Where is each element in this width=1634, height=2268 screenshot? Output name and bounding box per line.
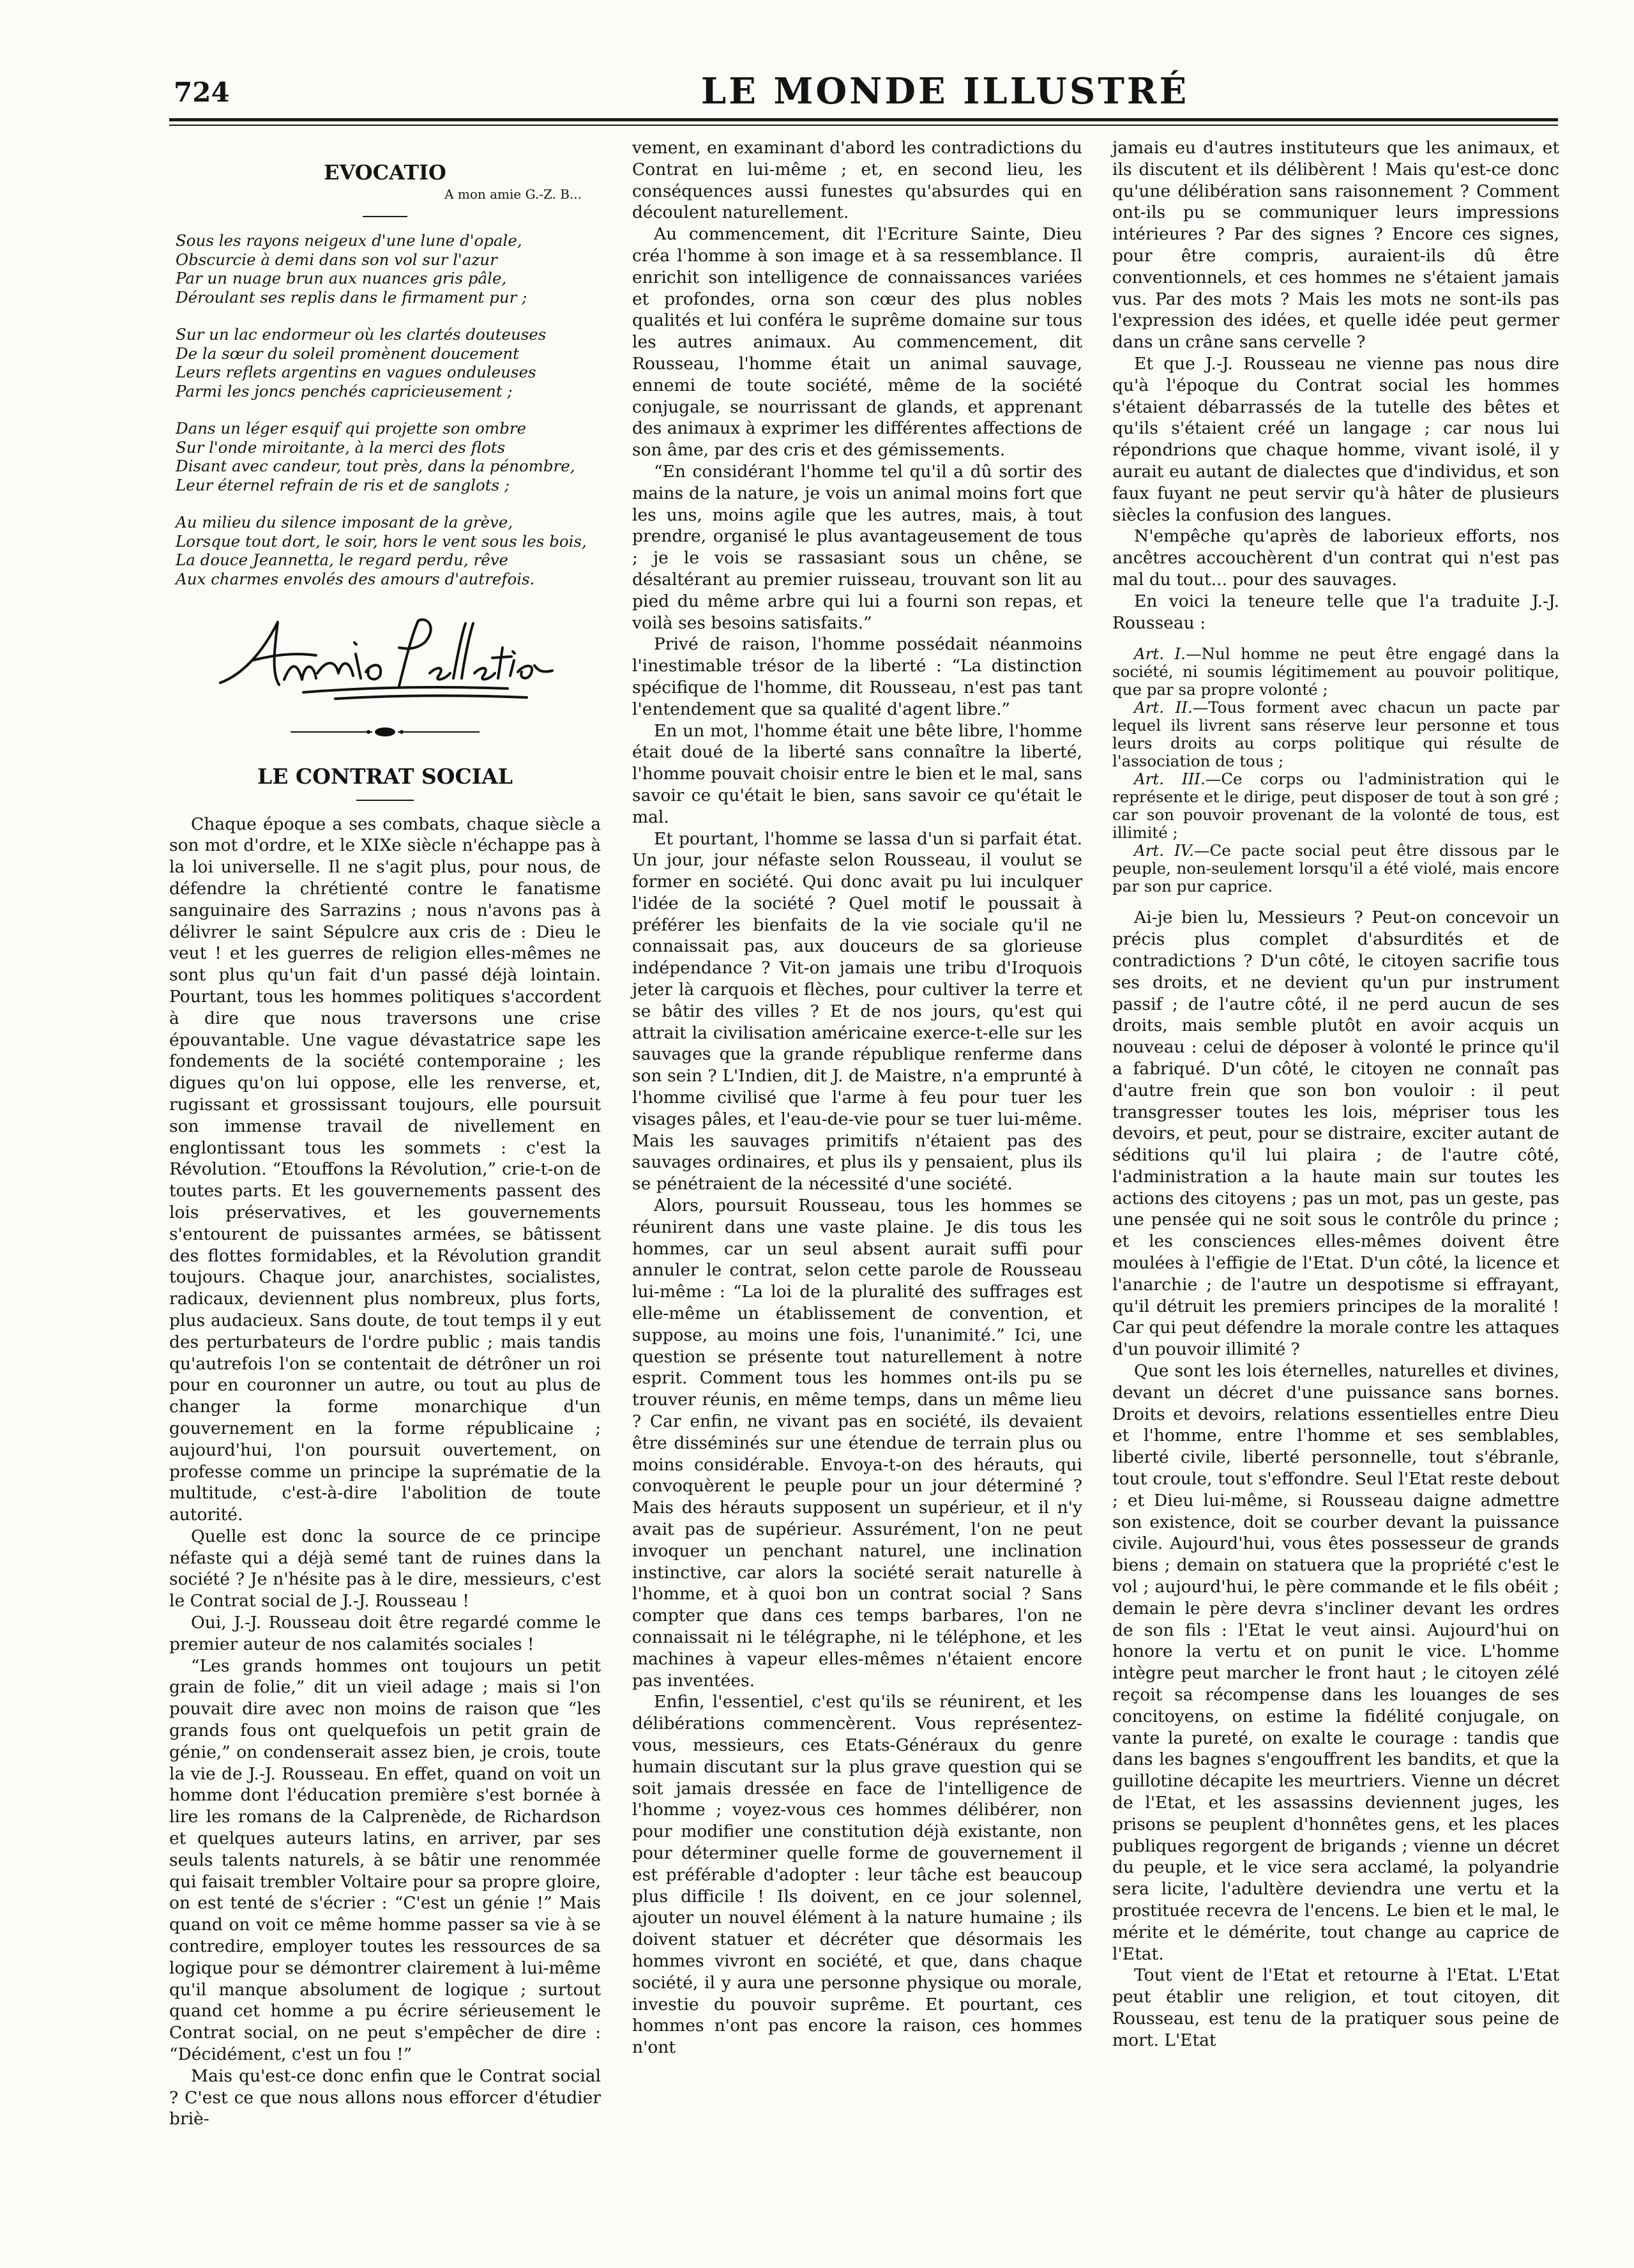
paragraph: Oui, J.-J. Rousseau doit être regardé comme le premier auteur de nos calamités sociales ! [169, 1613, 601, 1654]
poem-line: Sous les rayons neigeux d'une lune d'opale, [176, 231, 522, 250]
journal-title: LE MONDE ILLUSTRÉ [700, 70, 1190, 112]
paragraph: vement, en examinant d'abord les contradictions du Contrat en lui-même ; et, en second lieu, les conséquences aussi funestes qu'absurdes qui en découlent naturellement. [632, 138, 1082, 223]
paragraph: Ai-je bien lu, Messieurs ? Peut-on concevoir un précis plus complet d'absurdités et de contradictions ? D'un côté, le citoyen sacrifie tous ses droits, et ne devient qu'un pur instrument passif ; de l'autre côté, il ne perd aucun de ses droits, mais semble plutôt en avoir acquis un nouveau : celui de déposer à volonté le prince qu'il a fabriqué. D'un côté, le citoyen ne connaît pas d'autre frein que son bon vouloir : il peut transgresser toutes les lois, mépriser tous les devoirs, et peut, pour se distraire, exciter autant de séditions qu'il lui plaira ; de l'autre côté, l'administration a la haute main sur toutes les actions des citoyens ; pas un mot, pas un geste, pas une pensée qui ne soit sous le contrôle du prince ; et les consciences elles-mêmes doivent être moulées à l'effigie de l'Etat. D'un côté, la licence et l'anarchie ; de l'autre un despotisme si effrayant, qu'il détruit les premiers principes de la moralité ! Car qui peut défendre la morale contre les attaques d'un pouvoir illimité ? [1112, 908, 1559, 1360]
poem-body [176, 231, 601, 588]
spacer [1112, 895, 1559, 907]
paragraph: Tout vient de l'Etat et retourne à l'Etat. L'Etat peut établir une religion, et tout citoyen, dit Rousseau, est tenu de la pratiquer sous peine de mort. L'Etat [1112, 1965, 1559, 2050]
poem-line: Sur l'onde miroitante, à la merci des flots [176, 438, 506, 457]
poem-line: Leur éternel refrain de ris et de sanglots ; [176, 475, 510, 494]
poem-stanza [176, 419, 601, 494]
poem-line: La douce Jeannetta, le regard perdu, rêve [176, 551, 509, 569]
poem-line: Dans un léger esquif qui projette son ombre [176, 419, 527, 438]
paragraph: Que sont les lois éternelles, naturelles et divines, devant un décret d'une puissance sans bornes. Droits et devoirs, relations essentielles entre Dieu et l'homme, entre l'homme et ses semblables, liberté civile, liberté personnelle, tout s'ébranle, tout croule, tout s'effondre. Seul l'Etat reste debout ; et Dieu lui-même, si Rousseau daigne admettre son existence, doit se courber devant la puissance civile. Aujourd'hui, vous êtes possesseur de grands biens ; demain on statuera que la propriété c'est le vol ; aujourd'hui, le père commande et le fils obéit ; demain le père devra s'incliner devant les ordres de son fils : l'Etat le veut ainsi. Aujourd'hui on honore la vertu et on punit le vice. L'homme intègre peut marcher le front haut ; le citoyen zélé reçoit sa récompense dans les louanges de ses concitoyens, on estime la fidélité conjugale, on vante la pureté, on exalte le courage : tandis que dans les bagnes s'engouffrent les bandits, et que la guillotine décapite les meurtriers. Vienne un décret de l'Etat, et les assassins deviennent juges, les prisons se peuplent d'honnêtes gens, et les places publiques regorgent de brigands ; vienne un décret du peuple, et le vice sera acclamé, la polyandrie sera licite, l'adultère deviendra une vertu et la prostituée recevra de l'encens. Le bien et le mal, le mérite et le démérite, tout change au caprice de l'Etat. [1112, 1361, 1559, 1964]
poem-line: De la sœur du soleil promènent doucement [176, 344, 519, 363]
contract-article [1112, 699, 1559, 770]
article-text: —Nul homme ne peut être engagé dans la société, ni soumis légitimement au pouvoir politique, que par sa propre volonté ; [1112, 644, 1559, 699]
poem-stanza [176, 325, 601, 400]
paragraph: Chaque époque a ses combats, chaque siècle a son mot d'ordre, et le XIXe siècle n'échappe pas à la loi universelle. Il ne s'agit plus, pour nous, de défendre la chrétienté contre le fanatisme sanguinaire des Sarrazins ; nous n'avons pas à délivrer le saint Sépulcre aux cris de : Dieu le veut ! et les guerres de religion elles-mêmes ne sont plus qu'un fait d'un passé déjà lointain. Pourtant, tous les hommes politiques s'accordent à dire que nous traversons une crise épouvantable. Une vague dévastatrice sape les fondements de la société contemporaine ; les digues qu'on lui oppose, elle les renverse, et, rugissant et grossissant toujours, elle poursuit son immense travail de nivellement en englontissant tous les sommets : c'est la Révolution. “Etouffons la Révolution,” crie-t-on de toutes parts. Et les gouvernements passent des lois préservatives, et les gouvernements s'entourent de puissantes armées, se bâtissent des flottes formidables, et la Révolution grandit toujours. Chaque jour, anarchistes, socialistes, radicaux, deviennent plus nombreux, plus forts, plus audacieux. Sans doute, de tout temps il y eut des perturbateurs de l'ordre public ; mais tandis qu'autrefois l'on se contentait de détrôner un roi pour en couronner un autre, ou tout au plus de changer la forme monarchique d'un gouvernement en la forme républicaine ; aujourd'hui, l'on poursuit ouvertement, on professe comme un principe la suprématie de la multitude, c'est-à-dire l'abolition de toute autorité. [169, 814, 601, 1525]
handwritten-signature [208, 609, 565, 705]
poem-line: Aux charmes envolés des amours d'autrefois. [176, 569, 535, 588]
article-label: Art. III. [1134, 770, 1206, 789]
poem-line: Parmi les joncs penchés capricieusement ; [176, 381, 513, 400]
poem-stanza [176, 231, 601, 307]
spacer [1112, 634, 1559, 645]
poem-line: Au milieu du silence imposant de la grève, [176, 513, 513, 531]
article-label: Art. IV. [1134, 841, 1194, 860]
article-divider [356, 800, 414, 801]
poem-line: Déroulant ses replis dans le firmament pur ; [176, 287, 527, 307]
column-2 [632, 137, 1082, 2059]
poem-title: EVOCATIO [324, 160, 446, 185]
article-text: —Ce corps ou l'administration qui le représente et le dirige, peut disposer de tout à son gré ; car son pouvoir provenant de la volonté de tous, est illimité ; [1112, 770, 1559, 842]
poem-line: Sur un lac endormeur où les clartés douteuses [176, 325, 547, 344]
paragraph: Au commencement, dit l'Ecriture Sainte, Dieu créa l'homme à son image et à sa ressemblance. Il enrichit son intelligence de connaissances variées et profondes, orna son cœur des plus nobles qualités et lui conféra le suprême domaine sur tous les autres animaux. Au commencement, dit Rousseau, l'homme était un animal sauvage, ennemi de toute société, même de la société conjugale, se nourrissant de glands, et apprenant des animaux à exprimer les différentes affections de son âme, par des cris et des gémissements. [632, 224, 1082, 460]
paragraph: N'empêche qu'après de laborieux efforts, nos ancêtres accouchèrent d'un contrat qui n'est pas mal du tout... pour des sauvages. [1112, 526, 1559, 590]
paragraph: jamais eu d'autres instituteurs que les animaux, et ils discutent et ils délibèrent ! Mais qu'est-ce donc qu'une délibération sans raisonnement ? Comment ont-ils pu se communiquer leurs impressions intérieures ? Par des signes ? Encore ces signes, pour être compris, auraient-ils dû être conventionnels, et ces hommes ne s'étaient jamais vus. Par des mots ? Mais les mots ne sont-ils pas l'expression des idées, et quelle idée peut germer dans un crâne sans cervelle ? [1112, 138, 1559, 353]
contract-article [1112, 770, 1559, 842]
poem-line: Obscurcie à demi dans son vol sur l'azur [176, 250, 497, 269]
paragraph: Alors, poursuit Rousseau, tous les hommes se réunirent dans une vaste plaine. Je dis tous les hommes, car un seul absent aurait suffi pour annuler le contrat, selon cette parole de Rousseau lui-même : “La loi de la pluralité des suffrages est elle-même un établissement de convention, et suppose, au moins une fois, l'unanimité.” Ici, une question se présente tout naturellement à notre esprit. Comment tous les hommes ont-ils pu se trouver réunis, en même temps, dans un même lieu ? Car enfin, ne vivant pas en société, ils devaient être disséminés sur une étendue de terrain plus ou moins considérable. Envoya-t-on des hérauts, qui convoquèrent le peuple pour un jour déterminé ? Mais des hérauts supposent un supérieur, et il n'y avait pas de supérieur. Assurément, l'on ne peut invoquer un penchant naturel, une inclination instinctive, car alors la société serait naturelle à l'homme, et à quoi bon un contrat social ? Sans compter que dans ces temps barbares, l'on ne connaissait ni le télégraphe, ni le téléphone, et les machines à vapeur elles-mêmes n'étaient encore pas inventées. [632, 1196, 1082, 1691]
paragraph: Privé de raison, l'homme possédait néanmoins l'inestimable trésor de la liberté : “La distinction spécifique de l'homme, dit Rousseau, n'est pas tant l'entendement que sa qualité d'agent libre.” [632, 634, 1082, 719]
article-label: Art. I. [1134, 644, 1186, 664]
contract-article [1112, 842, 1559, 895]
paragraph: En un mot, l'homme était une bête libre, l'homme était doué de la liberté sans connaître la liberté, l'homme pouvait choisir entre le bien et le mal, sans savoir ce qu'était le bien, sans savoir ce qu'était le mal. [632, 720, 1082, 827]
poem-line: Lorsque tout dort, le soir, hors le vent sous les bois, [176, 531, 587, 551]
column-3 [1112, 137, 1559, 2051]
paragraph: Et que J.-J. Rousseau ne vienne pas nous dire qu'à l'époque du Contrat social les hommes s'étaient débarrassés de la tutelle des bêtes et qu'ils s'étaient créé un langage ; car nous lui répondrions que chaque homme, vivant isolé, il y aurait eu autant de dialectes que d'individus, et son faux fuyant ne peut servir qu'à hâter de plusieurs siècles la confusion des langues. [1112, 353, 1559, 525]
section-ornament [169, 722, 601, 742]
header-rule [169, 118, 1558, 121]
page-number: 724 [174, 77, 230, 108]
column-1 [169, 137, 601, 2130]
article-text: —Ce pacte social peut être dissous par le peuple, non-seulement lorsqu'il a été violé, mais encore par son pur caprice. [1112, 841, 1560, 896]
paragraph: Quelle est donc la source de ce principe néfaste qui a déjà semé tant de ruines dans la société ? Je n'hésite pas à le dire, messieurs, c'est le Contrat social de J.-J. Rousseau ! [169, 1526, 601, 1611]
contract-article [1112, 645, 1559, 699]
paragraph: Enfin, l'essentiel, c'est qu'ils se réunirent, et les délibérations commencèrent. Vous représentez-vous, messieurs, ces Etats-Généraux du genre humain discutant sur la plus grave question qui se soit jamais dressée en face de l'intelligence de l'homme ; voyez-vous ces hommes délibérer, non pour modifier une constitution déjà existante, non pour déterminer quelle forme de gouvernement il est préférable d'adopter : leur tâche est beaucoup plus difficile ! Ils doivent, en ce jour solennel, ajouter un nouvel élément à la nature humaine ; ils doivent statuer et décréter que désormais les hommes vivront en société, et que, dans chaque société, il y aura une personne physique ou morale, investie du pouvoir suprême. Et pourtant, ces hommes n'ont pas encore la raison, ces hommes n'ont [632, 1692, 1082, 2058]
paragraph: Et pourtant, l'homme se lassa d'un si parfait état. Un jour, jour néfaste selon Rousseau, il voulut se former en société. Qui donc avait pu lui inculquer l'idée de la société ? Quel motif le poussait à préférer les bienfaits de la vie sociale qu'il ne connaissait pas, aux douceurs de sa glorieuse indépendance ? Vit-on jamais une tribu d'Iroquois jeter là carquois et flèches, pour cultiver la terre et se bâtir des villes ? Et de nos jours, qu'est qui attrait la civilisation américaine exerce-t-elle sur les sauvages que la grande république renferme dans son sein ? L'Indien, dit J. de Maistre, n'a emprunté à l'homme civilisé que l'arme à feu pour tuer les visages pâles, et l'eau-de-vie pour se tuer lui-même. Mais les sauvages primitifs n'étaient pas des sauvages ordinaires, et plus ils y pensaient, plus ils se pénétraient de la nécessité d'une société. [632, 828, 1082, 1194]
paragraph: En voici la teneure telle que l'a traduite J.-J. Rousseau : [1112, 591, 1559, 633]
poem-line: Par un nuage brun aux nuances gris pâle, [176, 269, 507, 287]
article-label: Art. II. [1134, 698, 1193, 717]
paragraph: “Les grands hommes ont toujours un petit grain de folie,” dit un vieil adage ; mais si l'on pouvait dire avec non moins de raison que “les grands fous ont quelquefois un petit grain de génie,” on condenserait assez bien, je crois, toute la vie de J.-J. Rousseau. En effet, quand on voit un homme dont l'éducation première s'est bornée à lire les romans de la Calprenède, de Richardson et quelques auteurs latins, en arriver, par ses seuls talents naturels, à se bâtir une renommée qui faisait trembler Voltaire pour sa propre gloire, on est tenté de s'écrier : “C'est un génie !” Mais quand on voit ce même homme passer sa vie à se contredire, employer toutes les ressources de sa logique pour se démontrer clairement à lui-même qu'il manque absolument de logique ; surtout quand cet homme a pu écrire sérieusement le Contrat social, on ne peut s'empêcher de dire : “Décidément, c'est un fou !” [169, 1655, 601, 2065]
poem-divider [363, 216, 407, 217]
paragraph: Mais qu'est-ce donc enfin que le Contrat social ? C'est ce que nous allons nous efforcer d'étudier briè- [169, 2066, 601, 2129]
paragraph: “En considérant l'homme tel qu'il a dû sortir des mains de la nature, je vois un animal moins fort que les uns, moins agile que les autres, mais, à tout prendre, organisé le plus avantageusement de tous ; je le vois se rassasiant sous un chêne, se désaltérant au premier ruisseau, trouvant son lit au pied du même arbre qui lui a fourni son repas, et voilà ses besoins satisfaits.” [632, 461, 1082, 633]
article-text: —Tous forment avec chacun un pacte par lequel ils livrent sans réserve leur personne et tous leurs droits au corps politique qui résulte de l'association de tous ; [1112, 698, 1559, 771]
article-title: LE CONTRAT SOCIAL [257, 763, 513, 789]
header-rule-thin [169, 125, 1558, 126]
poem-dedication: A mon amie G.-Z. B... [444, 186, 582, 202]
poem-stanza [176, 513, 601, 588]
poem-line: Disant avec candeur, tout près, dans la pénombre, [176, 457, 575, 475]
poem-line: Leurs reflets argentins en vagues onduleuses [176, 363, 536, 381]
